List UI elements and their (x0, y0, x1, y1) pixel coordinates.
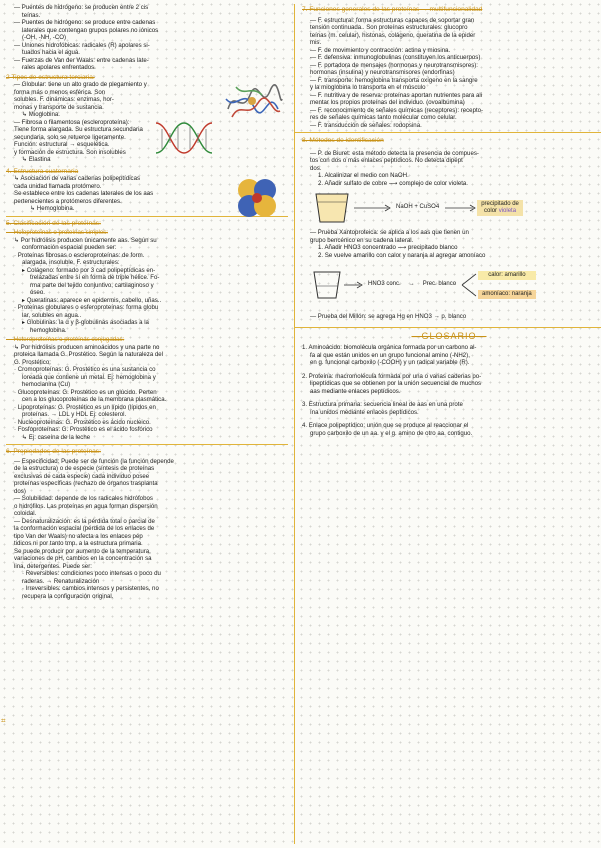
glossary-line: 3. Estructura primaria: secuencia lineal de aas en una prote (302, 401, 463, 408)
biuret-test (302, 150, 596, 188)
note-line: dos) (14, 487, 26, 495)
example-line: ↳ Mioglobina. (22, 111, 60, 118)
note-line: tidicos ni por tanto tmp. a la estructura primaria. (14, 540, 143, 547)
note-line: — Prueba Xantoproteica: se aplica a los aas que tienen un (310, 229, 469, 236)
note-line: ▸ Queratinas: aparece en epidermis, cabello, uñas.. (22, 296, 162, 304)
note-line: ▸ Colágeno: formado por 3 cad polipeptídicas en- (22, 266, 156, 274)
note-line: rales apolares enfrentados. (22, 64, 96, 71)
branch-arrow-icon (460, 270, 478, 300)
section-heading-properties: 6. Propiedades de las proteínas: (6, 448, 101, 455)
note-line: forma más o menos esférica. Son (14, 88, 106, 96)
bond-types-list (6, 4, 288, 72)
precipitate-label: Prec. blanco (422, 281, 457, 288)
note-line: 1. Alcalinizar el medio con NaOH. (318, 172, 409, 179)
glossary-line: lipeptídicas que se obtienen por la unión secuencial de muchos (310, 380, 482, 387)
note-line: — F. transporte: hemoglobina transporta oxígeno en la sangre (310, 76, 478, 84)
note-line: Función: estructural → esquelética. (14, 141, 110, 148)
protein-ribbon-image (222, 81, 284, 121)
example-line: ↳ Hemoglobina. (30, 205, 75, 212)
note-line: secundaria, solo se retuerce ligeramente. (14, 133, 126, 141)
outcome-bottom: amoníaco: naranja (478, 290, 536, 299)
note-line: — Especificidad: Puede ser de función (la función depende (14, 457, 174, 465)
glossary-line: en g. funcional carboxilo (-COOH) y un radical variable (R). (310, 359, 470, 366)
note-line: — Solubilidad: depende de los radicales hidrófobos (14, 495, 153, 502)
note-line: conformación espacial pueden ser: (22, 244, 117, 251)
note-line: y formación de estructura. Son insolubles (14, 148, 126, 156)
note-line: — F. portadora de mensajes (hormonas y neurotransmisores): (310, 61, 478, 69)
note-line: · Lipoproteínas: G. Prostético es un lípido (lípidos en (14, 403, 156, 411)
violet-word: violeta (498, 208, 517, 214)
note-line: — F. estructural: forma estructuras capaces de soportar gran (310, 16, 475, 24)
note-line: · Glucoproteínas: G. Prostético es un glúcido. Perten (14, 388, 157, 396)
section-divider (294, 327, 601, 328)
glossary-line: aas mediante enlaces peptídicos. (310, 387, 401, 395)
note-line: · Reversibles: condiciones poco intensas o poco du (22, 570, 161, 577)
note-line: solubles. F. dinámicas: enzimas, hor- (14, 96, 114, 103)
note-line: · Proteínas fibrosas o escleroproteínas: de form. (14, 251, 145, 259)
right-column (302, 4, 596, 437)
note-line: ↳ Por hidrólisis producen aminoácidos y una parte no (14, 343, 160, 351)
note-line: — Puentes de hidrógeno: se produce entre cadenas (14, 19, 156, 26)
section-heading-tertiary: 2 Tipos de estructura terciaria: (6, 73, 95, 81)
note-line: y la mioglobina lo transporta en el músculo (310, 84, 426, 91)
note-line: dos. (310, 164, 322, 172)
outcomes (478, 271, 536, 299)
note-line: lar, solubles en agua.. (22, 311, 82, 319)
reagent-label: HNO3 conc. (368, 281, 401, 288)
glossary-list (302, 344, 596, 437)
note-line: óseo. (30, 289, 45, 296)
note-line: 2. Añadir sulfato de cobre ⟶ complejo de color violeta. (318, 179, 468, 187)
note-line: — Desnaturalización: es la pérdida total o parcial de (14, 517, 155, 525)
example-line: ↳ Elastina (22, 156, 51, 163)
note-line: tos con dos o más enlaces peptídicos. No detecta dipépt (310, 157, 463, 164)
note-line: — F. defensiva: inmunoglobulinas (constituyen los anticuerpos) (310, 54, 481, 61)
note-line: — Fibrosa o filamentosa (escleroproteína): (14, 118, 130, 126)
note-line: ↳ Por hidrólisis producen únicamente aas. Según su (14, 236, 157, 244)
note-line: de la estructura) o de especie (síntesis de proteínas (14, 465, 155, 472)
note-line: 2. Se vuelve amarillo con calor y naranja al agregar amoníaco (318, 251, 486, 259)
note-line: o hidrófilos. Las proteínas en agua forman dispersión (14, 502, 158, 510)
note-line: monas y transporte de sustancia. (14, 103, 104, 111)
column-divider (294, 4, 295, 844)
note-line: — F. transducción de señales: rodopsina. (310, 121, 422, 129)
note-line: recupera la configuración original. (22, 592, 114, 600)
note-line: · Nucleoproteínas: G. Prostético es ácido nucleico. (14, 418, 151, 426)
subheading-heteroproteins: — Heteroproteínas o proteínas conjugadas: (6, 336, 125, 343)
outcome-top: calor: amarillo (478, 271, 536, 280)
note-line: — F. nutritiva y de reserva: proteínas aportan nutrientes para ali (310, 91, 483, 99)
note-line: Tiene forma alargada. Su estructura secundaria (14, 126, 143, 133)
note-line: tuados hacia el agua. (22, 49, 80, 56)
xanto-diagram (312, 263, 596, 307)
note-line: — F. reconocimiento de señales químicas (receptores): recepto- (310, 106, 484, 114)
note-line: · Fosfoproteínas: G. Prostético es el ácido fosfórico (14, 426, 153, 433)
section-heading-methods: 8. Métodos de identificación (302, 137, 384, 144)
note-line: · Proteínas globulares o esferoproteínas: forma globu (14, 304, 159, 311)
section-heading-functions: 7. Funciones generales de las proteínas → multifuncionalidad (302, 6, 483, 13)
section-divider (6, 444, 288, 445)
glossary-line: 1. Aminoácido: biomolécula orgánica formada por un carbono al- (302, 344, 477, 351)
note-line: — Uniones hidrofóbicas: radicales (R) apolares si- (14, 41, 150, 49)
note-line: loreada que contiene un metal. Ej: hemoglobina y (22, 373, 156, 381)
beaker-icon (312, 270, 342, 300)
note-line: mentar los propios proteínas del individuo. (ovoalbúmina) (310, 99, 465, 106)
note-line: G. Prostético: (14, 358, 51, 366)
result-prefix: color (484, 208, 499, 214)
note-line: hemoglobina. (30, 326, 67, 334)
margin-marker: ⌗ (1, 716, 6, 725)
result-box (477, 200, 523, 216)
reagents-label: NaOH + CuSO4 (396, 204, 440, 211)
subheading-holoproteins: — Holoproteínas o proteínas simples: (6, 229, 108, 236)
note-line: variaciones de pH, cambios en la concentración sa (14, 555, 152, 562)
note-line: lina, detergentes. Puede ser: (14, 562, 92, 570)
note-line: cada unidad llamada protómero. (14, 182, 102, 190)
result-line (481, 208, 519, 215)
arrow-icon: → (408, 281, 415, 288)
note-line: alargada, insoluble, F. estructurales: (22, 259, 120, 266)
arrow-icon (352, 204, 392, 212)
note-line: — F. de movimiento y contracción: actina y miosina. (310, 46, 451, 54)
section-heading-classification: 5. Clasificación de las proteínas: (6, 219, 101, 227)
note-line: tipo Van der Waals) no afecta a los enlaces pép (14, 532, 143, 540)
glossary-line: fa al que están unidos en un grupo funcional amino (-NH2), (310, 351, 470, 359)
section-divider (294, 132, 601, 133)
functions-list (302, 17, 596, 130)
note-line: proteínas específicas (rechazo de órganos trasplanta (14, 480, 158, 487)
biuret-diagram (312, 191, 596, 225)
note-line: rma parte del tejido conjuntivo, cartilaginoso y (30, 281, 154, 289)
note-line: teínas (m. celular), histonas, colágeno, queratina de la epider (310, 31, 476, 39)
beaker-icon (312, 192, 352, 224)
note-line: cen a los glucoproteínas de la membrana plasmática. (22, 396, 167, 403)
note-line: teínas. (22, 11, 41, 19)
note-line: — Globular: tiene un alto grado de plegamiento y (14, 81, 147, 88)
glossary-line: 2. Proteína: macromolécula formada por una o varias cadenas po- (302, 372, 482, 380)
note-line: (-OH, -NH, -CO) (22, 34, 67, 41)
arrow-icon (443, 204, 477, 212)
note-line: 1. Añadir HNO3 concentrado ⟶ precipitado blanco (318, 244, 458, 251)
note-line: grupo bencénico en su cadena lateral. (310, 236, 414, 244)
note-line: Se puede producir por aumento de la temperatura, (14, 547, 151, 555)
note-line: res de señales químicas tanto molécular como celular. (310, 114, 457, 121)
glossary-line: 4. Enlace polipeptídico: unión que se produce al reaccionar el (302, 422, 469, 429)
note-line: ▸ Globulinas: la α y β-globulinas asociadas a la (22, 319, 149, 326)
arrow-icon (342, 281, 364, 289)
glossary-line: ína unidos mediante enlaces peptídicos. (310, 408, 419, 416)
hemoglobin-image (234, 175, 280, 221)
section-heading-quaternary: 4. Estructura cuaternaria (6, 167, 79, 175)
note-line: hemocianina (Cu) (22, 381, 71, 388)
note-line: proteica llamada G. Prostético. Según la naturaleza del (14, 351, 164, 358)
note-line: tensión continuada.. Son proteínas estructurales: glucopro (310, 24, 468, 31)
note-line: ↳ Asociación de varias cadenas polipeptídicas (14, 175, 141, 182)
note-line: — Fuerzas de Van der Waals: entre cadenas late- (14, 56, 149, 64)
note-line: la conformación espacial (pérdida de los enlaces de (14, 525, 155, 532)
note-line: exclusivas de cada especie) cada individuo posee (14, 472, 150, 480)
note-line: coloidal. (14, 510, 37, 517)
note-line: — Puentes de hidrógeno: se producen entre 2 cis (14, 4, 149, 11)
note-line: mis. (310, 39, 322, 46)
note-line: ↳ Ej: caseína de la leche (22, 433, 91, 441)
left-column (6, 4, 288, 600)
note-line: — Prueba del Millón: se agrega Hg en HNO3 → p. blanco (310, 313, 467, 320)
note-line: raderas. → Renaturalización (22, 577, 100, 585)
dna-helix-image (154, 119, 214, 157)
note-line: pertenecientes a protómeros diferentes. (14, 197, 122, 205)
note-line: laterales que contengan grupos polares no iónicos (22, 26, 159, 34)
xanto-test (302, 229, 596, 259)
note-line: trelazadas entre sí en forma de triple hélice. Fo- (30, 274, 160, 281)
note-line: · Cromoproteínas: G. Prostético es una sustancia co (14, 366, 156, 373)
note-line: · Irreversibles: cambios intensos y persistentes, no (22, 585, 159, 592)
note-line: Se establece entre los cadenas laterales de los aas (14, 190, 154, 197)
glossary-line: grupo carboxilo de un aa. y el g. amino de otro aa. contiguo. (310, 429, 473, 437)
glossary-title: —GLOSARIO— (411, 330, 487, 341)
note-line: — P. de Biuret: esta método detecta la presencia de compues- (310, 149, 479, 157)
result-line: precipitado de (481, 201, 519, 207)
note-line: hormonas (insulina) y neurotransmisores (endorfinas) (310, 69, 455, 76)
note-line: proteínas. → LDL y HDL Ej: colesterol. (22, 411, 127, 418)
